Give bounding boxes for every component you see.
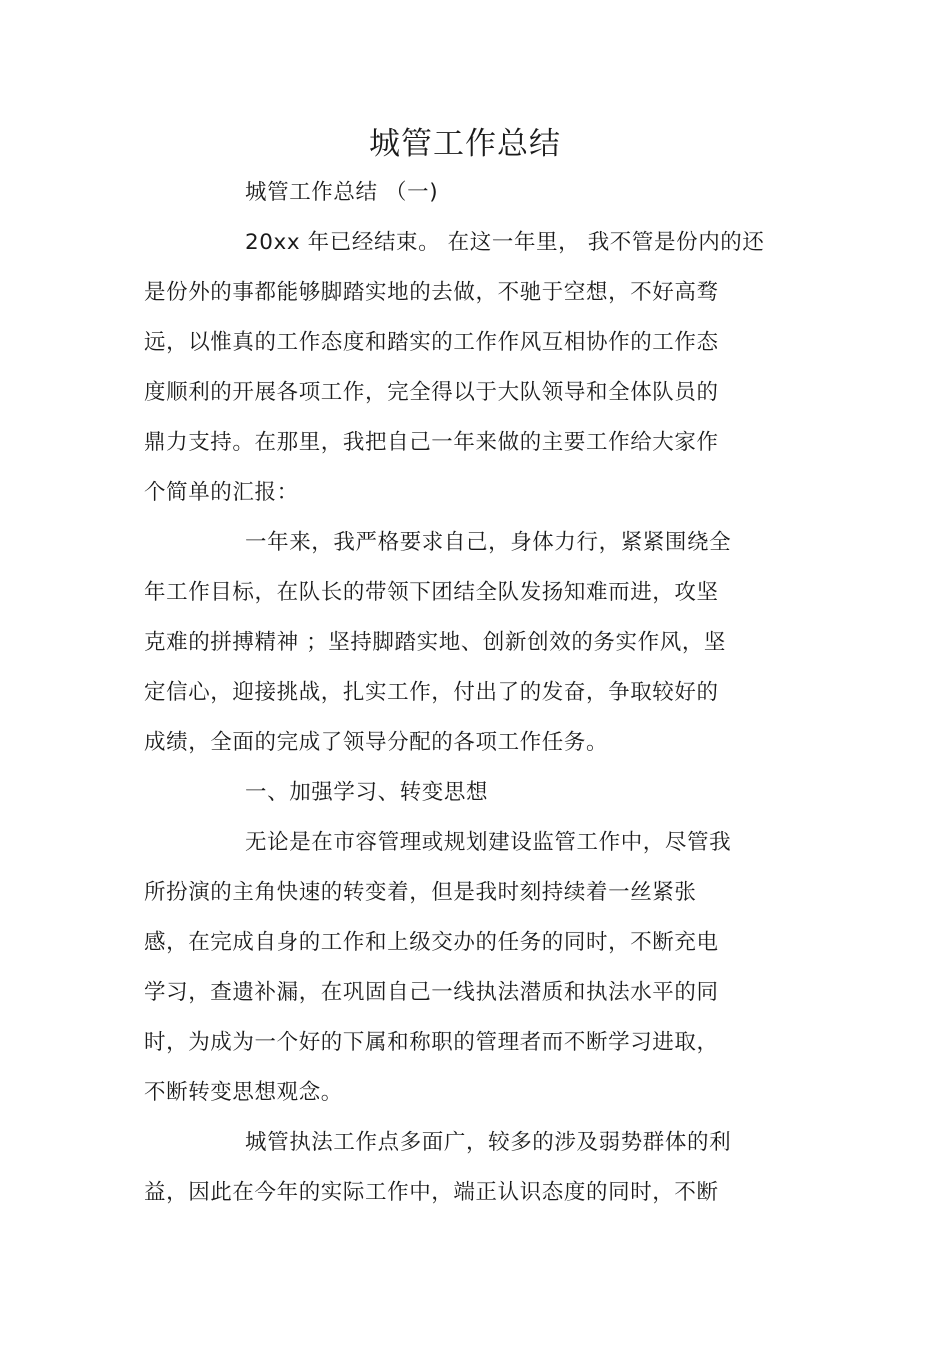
paragraph-line: 度顺利的开展各项工作，完全得以于大队领导和全体队员的 bbox=[144, 380, 719, 405]
section-heading: 一、加强学习、转变思想 bbox=[245, 780, 489, 805]
paragraph-line: 学习，查遗补漏，在巩固自己一线执法潜质和执法水平的同 bbox=[144, 980, 719, 1005]
paragraph-line: 一年来，我严格要求自己，身体力行，紧紧围绕全 bbox=[245, 530, 732, 555]
paragraph-line: 无论是在市容管理或规划建设监管工作中，尽管我 bbox=[245, 830, 732, 855]
paragraph-line: 远，以惟真的工作态度和踏实的工作作风互相协作的工作态 bbox=[144, 330, 719, 355]
paragraph-line: 定信心，迎接挑战，扎实工作，付出了的发奋，争取较好的 bbox=[144, 680, 719, 705]
paragraph-line: 感，在完成自身的工作和上级交办的任务的同时，不断充电 bbox=[144, 930, 719, 955]
paragraph-line: 益，因此在今年的实际工作中，端正认识态度的同时，不断 bbox=[144, 1180, 719, 1205]
subtitle-line: 城管工作总结 （一) bbox=[245, 180, 439, 205]
paragraph-line: 所扮演的主角快速的转变着，但是我时刻持续着一丝紧张 bbox=[144, 880, 697, 905]
paragraph-line: 是份外的事都能够脚踏实地的去做，不驰于空想，不好高骛 bbox=[144, 280, 719, 305]
document-title: 城管工作总结 bbox=[369, 126, 561, 162]
paragraph-line: 时，为成为一个好的下属和称职的管理者而不断学习进取， bbox=[144, 1030, 719, 1055]
paragraph-line: 年工作目标，在队长的带领下团结全队发扬知难而进，攻坚 bbox=[144, 580, 719, 605]
paragraph-line: 鼎力支持。在那里，我把自己一年来做的主要工作给大家作 bbox=[144, 430, 719, 455]
paragraph-line: 个简单的汇报： bbox=[144, 480, 299, 505]
paragraph-line: 克难的拼搏精神 ；坚持脚踏实地、创新创效的务实作风，坚 bbox=[144, 630, 727, 655]
paragraph-line: 20xx 年已经结束。 在这一年里， 我不管是份内的还 bbox=[245, 230, 765, 255]
paragraph-line: 城管执法工作点多面广，较多的涉及弱势群体的利 bbox=[245, 1130, 732, 1155]
paragraph-line: 成绩，全面的完成了领导分配的各项工作任务。 bbox=[144, 730, 609, 755]
paragraph-line: 不断转变思想观念。 bbox=[144, 1080, 343, 1105]
